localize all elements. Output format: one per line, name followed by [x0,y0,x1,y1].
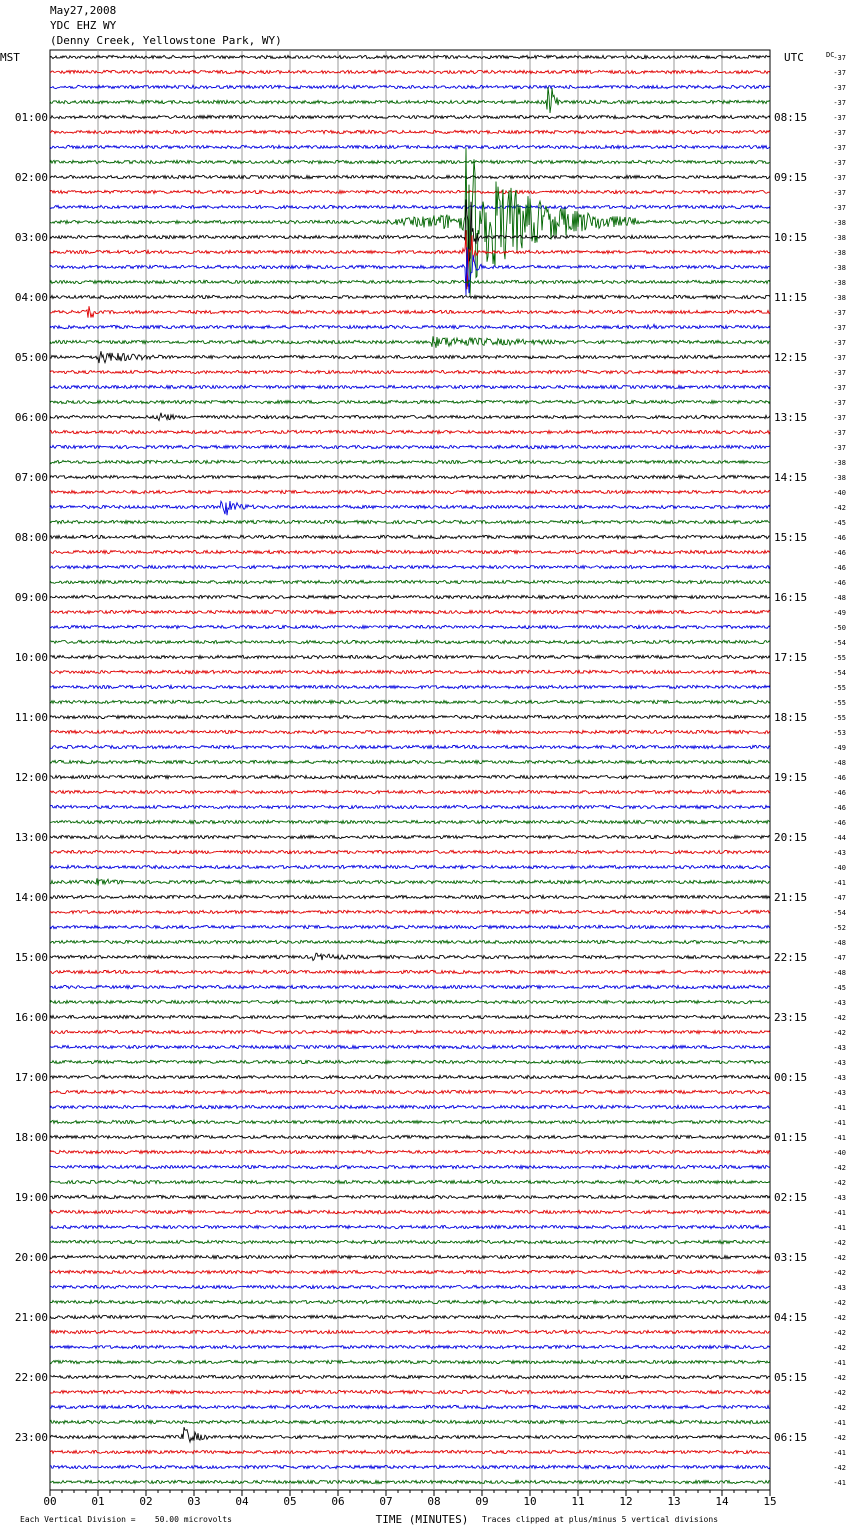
station-code: YDC EHZ WY [50,19,117,32]
trace-0 [50,55,770,58]
dc-offset-65: -42 [833,1029,846,1037]
dc-offset-81: -42 [833,1269,846,1277]
dc-offset-75: -42 [833,1179,846,1187]
mst-axis-label: MST [0,51,20,64]
dc-offset-92: -42 [833,1434,846,1442]
trace-81 [50,1270,770,1273]
dc-offset-16: -38 [833,294,846,302]
dc-label: DC [826,51,835,59]
trace-6 [50,145,770,148]
trace-34 [50,565,770,568]
utc-hour-label-1: 08:15 [774,111,808,124]
dc-offset-69: -43 [833,1089,846,1097]
dc-offset-71: -41 [833,1119,846,1127]
trace-38 [50,625,770,628]
utc-hour-label-2: 09:15 [774,171,808,184]
trace-16 [50,295,770,298]
utc-hour-label-23: 06:15 [774,1431,808,1444]
x-tick-label-14: 14 [715,1495,729,1508]
trace-80 [50,1255,770,1258]
mst-hour-label-12: 12:00 [14,771,48,784]
trace-78 [50,1225,770,1228]
dc-offset-54: -40 [833,864,846,872]
trace-56 [50,895,770,898]
utc-hour-label-18: 01:15 [774,1131,808,1144]
dc-offset-91: -41 [833,1419,846,1427]
dc-offset-70: -41 [833,1104,846,1112]
trace-44 [50,715,770,718]
x-tick-label-5: 05 [283,1495,297,1508]
dc-offset-23: -37 [833,399,846,407]
trace-76 [50,1195,770,1198]
trace-30 [50,501,770,515]
x-tick-label-1: 01 [91,1495,105,1508]
utc-hour-label-16: 23:15 [774,1011,808,1024]
utc-hour-label-20: 03:15 [774,1251,808,1264]
trace-29 [50,490,770,493]
x-tick-label-15: 15 [763,1495,777,1508]
trace-67 [50,1060,770,1063]
x-tick-label-9: 09 [475,1495,489,1508]
dc-offset-27: -38 [833,459,846,467]
dc-offset-89: -42 [833,1389,846,1397]
dc-offset-50: -46 [833,804,846,812]
mst-hour-label-11: 11:00 [14,711,48,724]
dc-offset-45: -53 [833,729,846,737]
trace-79 [50,1240,770,1243]
trace-36 [50,595,770,598]
trace-54 [50,865,770,868]
dc-offset-87: -41 [833,1359,846,1367]
record-date: May27,2008 [50,4,117,17]
trace-24 [50,413,770,421]
dc-offset-43: -55 [833,699,846,707]
trace-53 [50,850,770,853]
dc-offset-84: -42 [833,1314,846,1322]
mst-hour-label-16: 16:00 [14,1011,48,1024]
dc-offset-86: -42 [833,1344,846,1352]
dc-offset-68: -43 [833,1074,846,1082]
trace-1 [50,70,770,73]
mst-hour-label-19: 19:00 [14,1191,48,1204]
dc-offset-7: -37 [833,159,846,167]
mst-hour-label-22: 22:00 [14,1371,48,1384]
dc-offset-25: -37 [833,429,846,437]
dc-offset-19: -37 [833,339,846,347]
dc-offset-40: -55 [833,654,846,662]
dc-offset-29: -40 [833,489,846,497]
x-axis-title: TIME (MINUTES) [375,1513,469,1526]
utc-hour-label-5: 12:15 [774,351,808,364]
dc-offset-62: -45 [833,984,846,992]
dc-offset-8: -37 [833,174,846,182]
utc-hour-label-8: 15:15 [774,531,808,544]
trace-64 [50,1015,770,1018]
trace-49 [50,790,770,793]
x-tick-label-10: 10 [523,1495,537,1508]
x-tick-label-6: 06 [331,1495,345,1508]
dc-offset-61: -48 [833,969,846,977]
mst-hour-label-4: 04:00 [14,291,48,304]
x-tick-label-13: 13 [667,1495,681,1508]
dc-offset-36: -48 [833,594,846,602]
trace-41 [50,670,770,673]
utc-hour-label-22: 05:15 [774,1371,808,1384]
dc-offset-48: -46 [833,774,846,782]
dc-offset-49: -46 [833,789,846,797]
dc-offset-85: -42 [833,1329,846,1337]
trace-55 [50,878,770,885]
dc-offset-80: -42 [833,1254,846,1262]
mst-hour-label-3: 03:00 [14,231,48,244]
trace-26 [50,445,770,448]
mst-hour-label-18: 18:00 [14,1131,48,1144]
x-tick-label-2: 02 [139,1495,153,1508]
trace-94 [50,1465,770,1468]
trace-84 [50,1315,770,1318]
dc-offset-46: -49 [833,744,846,752]
trace-89 [50,1390,770,1393]
dc-offset-59: -48 [833,939,846,947]
mst-hour-label-1: 01:00 [14,111,48,124]
dc-offset-95: -41 [833,1479,846,1487]
trace-83 [50,1300,770,1303]
mst-hour-label-5: 05:00 [14,351,48,364]
dc-offset-18: -37 [833,324,846,332]
mst-hour-label-2: 02:00 [14,171,48,184]
dc-offset-20: -37 [833,354,846,362]
dc-offset-35: -46 [833,579,846,587]
trace-15 [50,280,770,283]
trace-8 [50,175,770,178]
dc-offset-57: -54 [833,909,846,917]
dc-offset-88: -42 [833,1374,846,1382]
trace-27 [50,460,770,463]
utc-axis-label: UTC [784,51,804,64]
trace-2 [50,85,770,88]
x-tick-label-11: 11 [571,1495,585,1508]
trace-3 [50,87,770,113]
dc-offset-56: -47 [833,894,846,902]
trace-25 [50,430,770,433]
dc-offset-47: -48 [833,759,846,767]
trace-68 [50,1075,770,1078]
dc-offset-26: -37 [833,444,846,452]
trace-28 [50,475,770,478]
utc-hour-label-10: 17:15 [774,651,808,664]
dc-offset-42: -55 [833,684,846,692]
utc-hour-label-11: 18:15 [774,711,808,724]
dc-offset-3: -37 [833,99,846,107]
vertical-division-note: Each Vertical Division = 50.00 microvolts [20,1515,232,1524]
dc-offset-77: -41 [833,1209,846,1217]
utc-hour-label-13: 20:15 [774,831,808,844]
dc-offset-82: -43 [833,1284,846,1292]
utc-hour-label-12: 19:15 [774,771,808,784]
dc-offset-90: -42 [833,1404,846,1412]
dc-offset-63: -43 [833,999,846,1007]
utc-hour-label-15: 22:15 [774,951,808,964]
trace-77 [50,1210,770,1213]
x-tick-label-7: 07 [379,1495,393,1508]
trace-40 [50,655,770,658]
trace-63 [50,1000,770,1003]
trace-61 [50,970,770,973]
dc-offset-4: -37 [833,114,846,122]
utc-hour-label-17: 00:15 [774,1071,808,1084]
trace-92 [50,1427,770,1442]
dc-offset-31: -45 [833,519,846,527]
dc-offset-5: -37 [833,129,846,137]
trace-31 [50,520,770,523]
trace-7 [50,160,770,163]
trace-33 [50,550,770,553]
dc-offset-34: -46 [833,564,846,572]
mst-hour-label-10: 10:00 [14,651,48,664]
dc-offset-12: -38 [833,234,846,242]
trace-74 [50,1165,770,1168]
dc-offset-38: -50 [833,624,846,632]
trace-62 [50,985,770,988]
mst-hour-label-14: 14:00 [14,891,48,904]
utc-hour-label-7: 14:15 [774,471,808,484]
dc-offset-94: -42 [833,1464,846,1472]
trace-59 [50,940,770,943]
dc-offset-22: -37 [833,384,846,392]
mst-hour-label-13: 13:00 [14,831,48,844]
trace-13 [50,230,770,289]
mst-hour-label-17: 17:00 [14,1071,48,1084]
mst-hour-label-9: 09:00 [14,591,48,604]
station-location: (Denny Creek, Yellowstone Park, WY) [50,34,282,47]
trace-48 [50,775,770,778]
trace-75 [50,1180,770,1183]
trace-32 [50,535,770,538]
trace-22 [50,385,770,388]
dc-offset-32: -46 [833,534,846,542]
dc-offset-11: -38 [833,219,846,227]
mst-hour-label-8: 08:00 [14,531,48,544]
dc-offset-33: -46 [833,549,846,557]
trace-69 [50,1090,770,1093]
dc-offset-24: -37 [833,414,846,422]
utc-hour-label-19: 02:15 [774,1191,808,1204]
dc-offset-79: -42 [833,1239,846,1247]
trace-14 [50,247,770,295]
utc-hour-label-6: 13:15 [774,411,808,424]
dc-offset-74: -42 [833,1164,846,1172]
trace-51 [50,820,770,823]
trace-70 [50,1105,770,1108]
trace-91 [50,1420,770,1423]
dc-offset-76: -43 [833,1194,846,1202]
trace-42 [50,685,770,688]
utc-hour-label-14: 21:15 [774,891,808,904]
mst-hour-label-23: 23:00 [14,1431,48,1444]
dc-offset-53: -43 [833,849,846,857]
trace-73 [50,1150,770,1153]
trace-19 [50,336,770,348]
dc-offset-15: -38 [833,279,846,287]
trace-58 [50,925,770,928]
mst-hour-label-21: 21:00 [14,1311,48,1324]
trace-86 [50,1345,770,1348]
trace-20 [50,351,770,363]
dc-offset-73: -40 [833,1149,846,1157]
trace-71 [50,1120,770,1123]
trace-18 [50,324,770,329]
dc-offset-67: -43 [833,1059,846,1067]
dc-offset-6: -37 [833,144,846,152]
dc-offset-93: -41 [833,1449,846,1457]
dc-offset-83: -42 [833,1299,846,1307]
trace-43 [50,700,770,703]
trace-4 [50,115,770,118]
mst-hour-label-20: 20:00 [14,1251,48,1264]
trace-66 [50,1045,770,1048]
trace-21 [50,370,770,373]
x-tick-label-4: 04 [235,1495,249,1508]
dc-offset-1: -37 [833,69,846,77]
x-tick-label-12: 12 [619,1495,633,1508]
trace-52 [50,835,770,838]
dc-offset-66: -43 [833,1044,846,1052]
trace-82 [50,1285,770,1288]
utc-hour-label-4: 11:15 [774,291,808,304]
dc-offset-21: -37 [833,369,846,377]
dc-offset-44: -55 [833,714,846,722]
trace-72 [50,1135,770,1138]
utc-hour-label-21: 04:15 [774,1311,808,1324]
trace-57 [50,910,770,913]
trace-23 [50,400,770,403]
trace-60 [50,953,770,960]
dc-offset-78: -41 [833,1224,846,1232]
dc-offset-9: -37 [833,189,846,197]
dc-offset-13: -38 [833,249,846,257]
dc-offset-55: -41 [833,879,846,887]
dc-offset-17: -37 [833,309,846,317]
x-tick-label-0: 00 [43,1495,57,1508]
trace-95 [50,1480,770,1483]
trace-85 [50,1330,770,1333]
dc-offset-0: -37 [833,54,846,62]
mst-hour-label-6: 06:00 [14,411,48,424]
dc-offset-64: -42 [833,1014,846,1022]
utc-hour-label-3: 10:15 [774,231,808,244]
dc-offset-58: -52 [833,924,846,932]
trace-88 [50,1375,770,1378]
trace-17 [50,306,770,318]
mst-hour-label-7: 07:00 [14,471,48,484]
dc-offset-51: -46 [833,819,846,827]
dc-offset-39: -54 [833,639,846,647]
x-tick-label-8: 08 [427,1495,441,1508]
trace-87 [50,1360,770,1363]
plot-frame [50,50,770,1490]
trace-50 [50,805,770,808]
trace-35 [50,580,770,583]
trace-39 [50,640,770,643]
trace-5 [50,130,770,133]
dc-offset-30: -42 [833,504,846,512]
trace-47 [50,760,770,763]
dc-offset-28: -38 [833,474,846,482]
trace-65 [50,1030,770,1033]
trace-45 [50,730,770,733]
utc-hour-label-9: 16:15 [774,591,808,604]
trace-10 [50,205,770,208]
trace-37 [50,610,770,613]
dc-offset-14: -38 [833,264,846,272]
dc-offset-60: -47 [833,954,846,962]
dc-offset-72: -41 [833,1134,846,1142]
clip-note: Traces clipped at plus/minus 5 vertical divisions [482,1515,719,1524]
x-tick-label-3: 03 [187,1495,201,1508]
trace-9 [50,190,770,193]
trace-11 [50,148,770,296]
trace-46 [50,745,770,748]
dc-offset-52: -44 [833,834,846,842]
dc-offset-37: -49 [833,609,846,617]
dc-offset-10: -37 [833,204,846,212]
mst-hour-label-15: 15:00 [14,951,48,964]
dc-offset-41: -54 [833,669,846,677]
dc-offset-2: -37 [833,84,846,92]
trace-93 [50,1450,770,1453]
trace-90 [50,1405,770,1408]
